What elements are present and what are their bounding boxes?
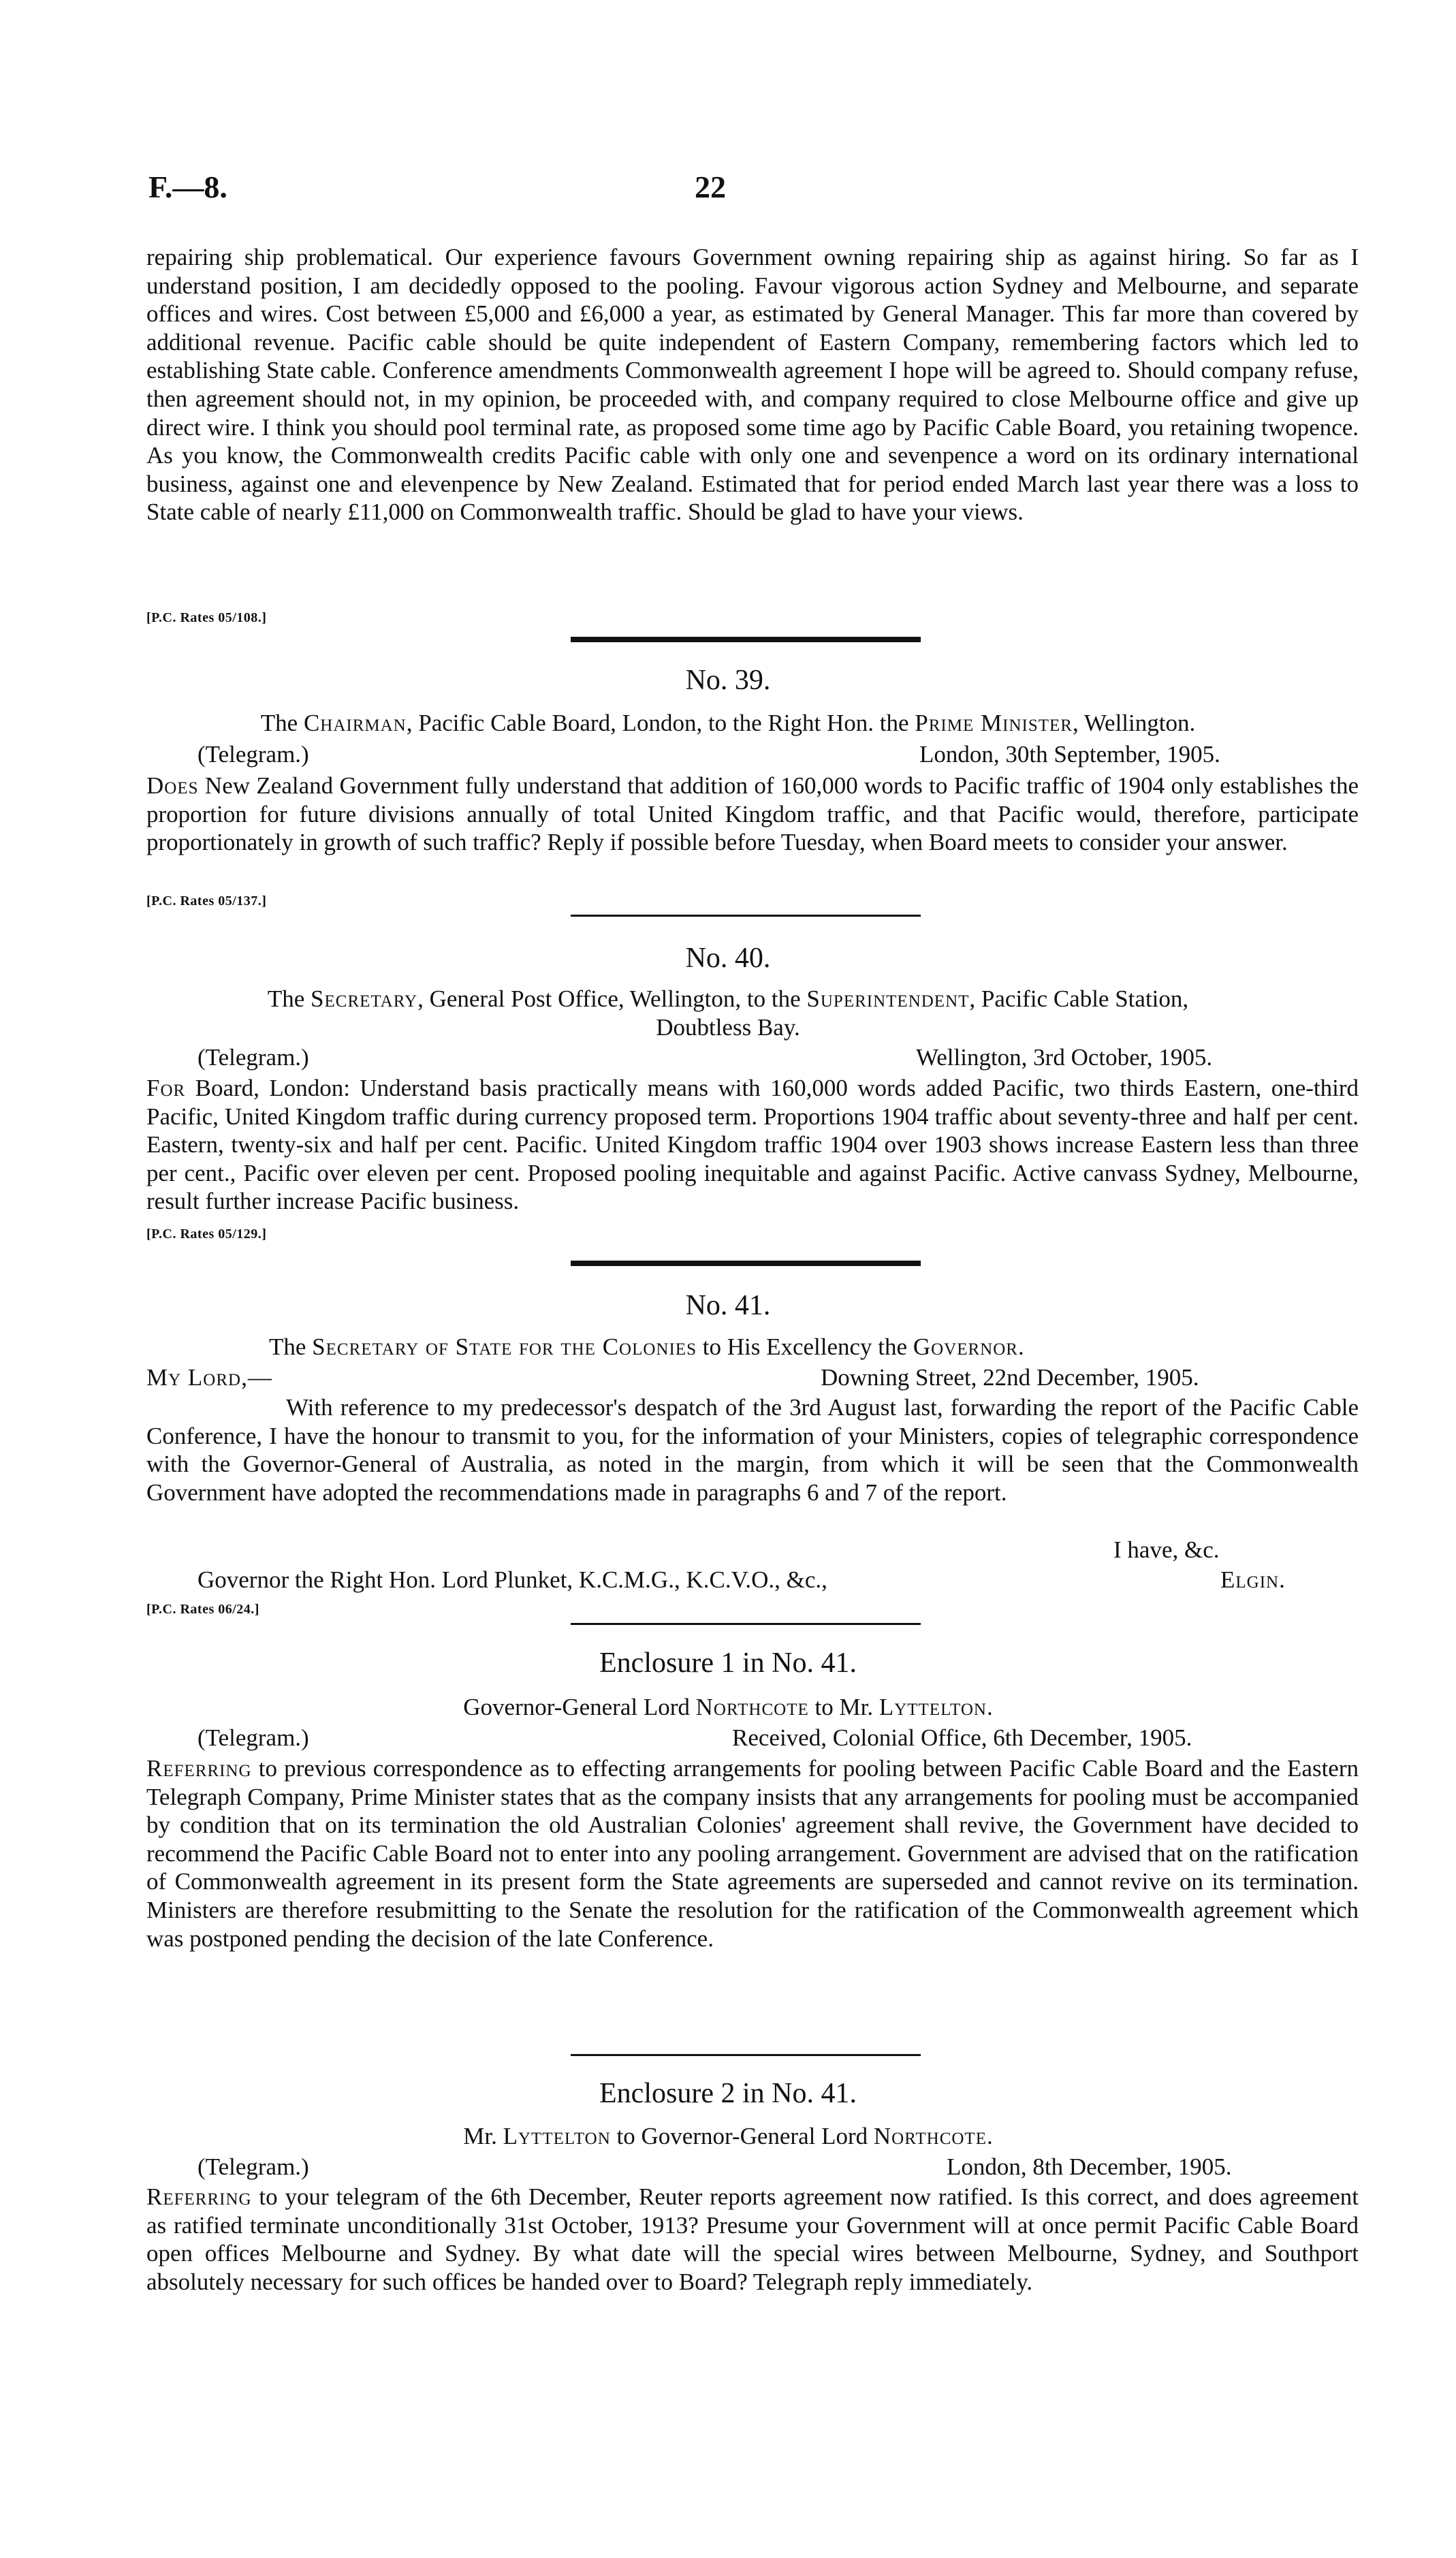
no41-signature: Elgin. [1220, 1566, 1285, 1593]
intro-reference: [P.C. Rates 05/108.] [146, 610, 267, 625]
no40-address: The Secretary, General Post Office, Wellington, to the Superintendent, Pacific Cable Station, [267, 985, 1189, 1012]
page-number: 22 [695, 170, 726, 204]
no40-title: No. 40. [685, 943, 771, 974]
no41-body [146, 1393, 1359, 1506]
enclosure2-place-date: London, 8th December, 1905. [947, 2153, 1232, 2180]
no40-body: For Board, London: Understand basis practically means with 160,000 words added Pacific, two thirds Eastern, one-third Pacific, United Kingdom traffic during currency proposed term. Proportions 1904 traffic about seventy-three and half per cent. Eastern, twenty-six and half per cent. Pacific. United Kingdom traffic 1904 over 1903 shows increase Eastern less than three per cent., Pacific over eleven per cent. Proposed pooling inequitable and against Pacific. Active canvass Sydney, Melbourne, result further increase Pacific business. [146, 1075, 1359, 1215]
section-divider [571, 2054, 921, 2056]
no40-form: (Telegram.) [197, 1044, 309, 1071]
no41-salutation: My Lord,— [146, 1364, 272, 1391]
no39-body: Does New Zealand Government fully understand that addition of 160,000 words to Pacific traffic of 1904 only establishes the proportion for future divisions annually of total United Kingdom traffic, and that Pacific would, therefore, participate proportionately in growth of such traffic? Reply if possible before Tuesday, when Board meets to consider your answer. [146, 772, 1359, 856]
no39-form: (Telegram.) [197, 741, 309, 768]
section-divider [571, 1623, 921, 1625]
no39-place-date: London, 30th September, 1905. [919, 741, 1220, 768]
intro-text: repairing ship problematical. Our experience favours Government owning repairing ship as against hiring. So far as I understand position, I am decidedly opposed to the pooling. Favour vigorous action Sydney and Melbourne, and separate offices and wires. Cost between £5,000 and £6,000 a year, as estimated by General Manager. This far more than covered by additional revenue. Pacific cable should be quite independent of Eastern Company, remembering factors which led to establishing State cable. Conference amendments Commonwealth agreement I hope will be agreed to. Should company refuse, then agreement should not, in my opinion, be proceeded with, and company required to close Melbourne office and give up direct wire. I think you should pool terminal rate, as proposed some time ago by Pacific Cable Board, you retaining twopence. As you know, the Commonwealth credits Pacific cable with only one and sevenpence a word on its ordinary international business, against one and elevenpence by New Zealand. Estimated that for period ended March last year there was a loss to State cable of nearly £11,000 on Commonwealth traffic. Should be glad to have your views. [146, 244, 1359, 526]
enclosure1-form: (Telegram.) [197, 1724, 309, 1751]
no41-address: The Secretary of State for the Colonies to His Excellency the Governor. [269, 1333, 1024, 1360]
section-divider [571, 1261, 921, 1266]
enclosure2-title: Enclosure 2 in No. 41. [599, 2078, 857, 2109]
no40-address-line2: Doubtless Bay. [656, 1014, 800, 1041]
enclosure1-address: Governor-General Lord Northcote to Mr. Lyttelton. [463, 1694, 993, 1720]
no41-reference: [P.C. Rates 06/24.] [146, 1602, 259, 1617]
section-divider [571, 915, 921, 917]
enclosure2-address: Mr. Lyttelton to Governor-General Lord Northcote. [463, 2123, 993, 2149]
enclosure1-body: Referring to previous correspondence as to effecting arrangements for pooling between Pacific Cable Board and the Eastern Telegraph Company, Prime Minister states that as the company insists that any arrangements for pooling must be accompanied by condition that on its termination the old Australian Colonies' agreement shall revive, the Government have decided to recommend the Pacific Cable Board not to enter into any pooling arrangement. Government are advised that on the ratification of Commonwealth agreement in its present form the State agreements are superseded and cannot revive on its termination. Ministers are therefore resubmitting to the Senate the resolution for the ratification of the Commonwealth agreement which was postponed pending the decision of the late Conference. [146, 1755, 1359, 1952]
no39-title: No. 39. [685, 665, 771, 696]
enclosure2-body: Referring to your telegram of the 6th December, Reuter reports agreement now ratified. Is this correct, and does agreement as ratified terminate unconditionally 31st October, 1913? Presume your Government will at once permit Pacific Cable Board open offices Melbourne and Sydney. By what date will the special wires between Melbourne, Sydney, and Southport absolutely necessary for such offices be handed over to Board? Telegraph reply immediately. [146, 2183, 1359, 2295]
no40-reference: [P.C. Rates 05/129.] [146, 1227, 267, 1242]
section-divider [571, 637, 921, 642]
enclosure1-place-date: Received, Colonial Office, 6th December, 1905. [732, 1724, 1192, 1751]
no41-place-date: Downing Street, 22nd December, 1905. [821, 1364, 1199, 1391]
no40-place-date: Wellington, 3rd October, 1905. [916, 1044, 1213, 1071]
no41-closing: I have, &c. [1113, 1536, 1220, 1563]
no41-text: With reference to my predecessor's despatch of the 3rd August last, forwarding the report of the Pacific Cable Conference, I have the honour to transmit to you, for the information of your Ministers, copies of telegraphic correspondence with the Governor-General of Australia, as noted in the margin, from which it will be seen that the Commonwealth Government have adopted the recommendations made in paragraphs 6 and 7 of the report. [146, 1394, 1359, 1506]
enclosure1-title: Enclosure 1 in No. 41. [599, 1647, 857, 1679]
series-label: F.—8. [148, 170, 227, 204]
no39-address: The Chairman, Pacific Cable Board, London, to the Right Hon. the Prime Minister, Wellington. [260, 710, 1196, 736]
no41-recipient: Governor the Right Hon. Lord Plunket, K.C.M.G., K.C.V.O., &c., [197, 1566, 827, 1593]
no41-title: No. 41. [685, 1290, 771, 1321]
no39-reference: [P.C. Rates 05/137.] [146, 894, 267, 909]
enclosure2-form: (Telegram.) [197, 2153, 309, 2180]
intro-paragraph [146, 243, 1359, 526]
